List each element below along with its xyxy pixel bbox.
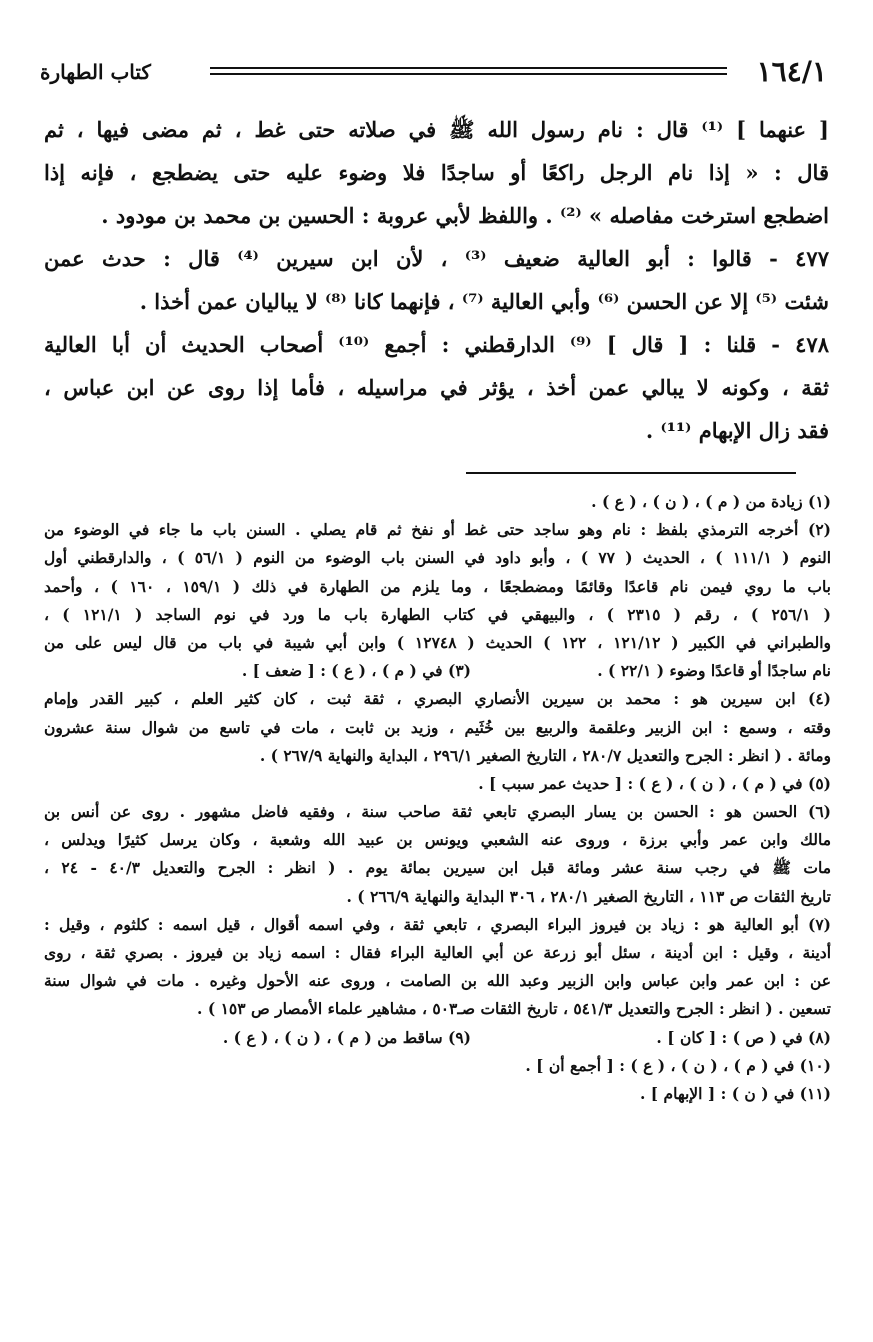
- text-line: [ عنهما ] ⁽¹⁾ قال : نام رسول الله ﷺ في صلاته حتى غط ، ثم مضى فيها ، ثم: [44, 117, 829, 142]
- footnote-line: (٤) ابن سيرين هو : محمد بن سيرين الأنصاري البصري ، ثقة ثبت ، كان كثير العلم ، كبير القدر وإمام: [44, 689, 831, 709]
- footnote-line: مات ﷺ في رجب سنة عشر ومائة قبل ابن سيرين بمائة يوم . ( انظر : الجرح والتعديل ٤٠/٣ - ٢٤ ،: [44, 858, 831, 878]
- text-line: ٤٧٨ - قلنا : [ قال ] ⁽⁹⁾ الدارقطني : أجمع ⁽¹⁰⁾ أصحاب الحديث أن أبا العالية: [44, 332, 829, 357]
- footnote-fragment: نام ساجدًا أو قاعدًا وضوء ( ٢٢/١ ) .: [597, 661, 831, 681]
- footnote-line: تسعين . ( انظر : الجرح والتعديل ٥٤١/٣ ، تاريخ الثقات صـ٥٠٣ ، مشاهير علماء الأمصار ص ١٥٣ ) .: [197, 999, 831, 1019]
- footnote-line: باب ما روي فيمن نام قاعدًا وقائمًا ومضطجعًا ، وما يلزم من الطهارة في ذلك ( ١٥٩/١ ، ١٦٠ ) ، وأحمد: [44, 576, 831, 596]
- footnote-line-pair: [44, 1024, 831, 1052]
- footnotes: [44, 488, 831, 1108]
- footnote-line-pair: [44, 657, 831, 685]
- footnote-line: مالك وابن عمر وأبي برزة ، وروى عنه الشعبي ويونس بن عبيد الله وشعبة ، وكان يرسل كثيرًا ويدلس ،: [44, 830, 831, 850]
- footnote-line: (١٠) في ( م ) ، ( ن ) ، ( ع ) : [ أجمع أن ] .: [525, 1055, 831, 1075]
- text-line: ٤٧٧ - قالوا : أبو العالية ضعيف ⁽³⁾ ، لأن ابن سيرين ⁽⁴⁾ قال : حدث عمن: [44, 246, 829, 271]
- header-rule: [210, 67, 727, 69]
- footnote-fragment: (٨) في ( ص ) : [ كان ] .: [656, 1027, 831, 1047]
- footnote-line: (٦) الحسن هو : الحسن بن يسار البصري تابعي ثقة صاحب سنة ، وفقيه فاضل مشهور . روى عن أنس بن: [44, 802, 831, 822]
- footnote-line: (١١) في ( ن ) : [ الإبهام ] .: [640, 1083, 831, 1103]
- footnote-line: ومائة . ( انظر : الجرح والتعديل ٢٨٠/٧ ، التاريخ الصغير ٢٩٦/١ ، البداية والنهاية ٢٦٧/٩ ) .: [259, 745, 831, 765]
- main-text: [44, 108, 829, 452]
- footnote-fragment: (٣) في ( م ) ، ( ع ) : [ ضعف ] .: [241, 661, 471, 681]
- footnote-line: (٧) أبو العالية هو : زياد بن فيروز البراء البصري ، تابعي ثقة ، وفي اسمه أقوال ، قيل اسمه : كلثوم ، وقيل :: [44, 914, 831, 934]
- book-title: كتاب الطهارة: [40, 60, 151, 84]
- text-line: فقد زال الإبهام ⁽¹¹⁾ .: [645, 418, 829, 443]
- text-line: شئت ⁽⁵⁾ إلا عن الحسن ⁽⁶⁾ وأبي العالية ⁽⁷⁾ ، فإنهما كانا ⁽⁸⁾ لا يباليان عمن أخذا .: [139, 289, 829, 314]
- footnote-fragment: (٩) ساقط من ( م ) ، ( ن ) ، ( ع ) .: [222, 1027, 471, 1047]
- page-header: [40, 54, 827, 90]
- footnote-line: ( ٢٥٦/١ ) ، رقم ( ٢٣١٥ ) ، والبيهقي في كتاب الطهارة باب ما ورد في نوم الساجد ( ١٢١/١ ) ،: [44, 604, 831, 624]
- page-number: ١٦٤/١: [756, 55, 827, 88]
- footnote-line: والطبراني في الكبير ( ١٢١/١٢ ، ١٢٢ ) الحديث ( ١٢٧٤٨ ) وابن أبي شيبة في باب من قال ليس على من: [44, 632, 831, 652]
- text-line: قال : « إذا نام الرجل راكعًا أو ساجدًا فلا وضوء عليه حتى يضطجع ، فإنه إذا: [44, 160, 829, 185]
- footnote-separator: [466, 472, 796, 474]
- footnote-line: النوم ( ١١١/١ ) ، الحديث ( ٧٧ ) ، وأبو داود في السنن باب الوضوء من النوم ( ٥٦/١ ) ، والدارقطني أول: [44, 548, 831, 568]
- footnote-line: (١) زيادة من ( م ) ، ( ن ) ، ( ع ) .: [591, 492, 831, 511]
- footnote-line: وقته ، وسمع : ابن الزبير وعلقمة والربيع بين خُثَيم ، وزيد بن ثابت ، مات في تاسع من شوال سنة عشرون: [44, 717, 831, 737]
- header-rule-2: [210, 73, 727, 75]
- footnote-line: عن : ابن عمر وابن عباس وابن الزبير وعبد الله بن الصامت ، وروى عنه الأحول وغيره . مات في شوال سنة: [44, 971, 831, 991]
- footnote-line: (٥) في ( م ) ، ( ن ) ، ( ع ) : [ حديث عمر سبب ] .: [478, 773, 831, 793]
- text-line: اضطجع استرخت مفاصله » ⁽²⁾ . واللفظ لأبي عروبة : الحسين بن محمد بن مودود .: [101, 203, 829, 228]
- footnote-line: أدينة ، وقيل : ابن أدينة ، سئل أبو زرعة عن أبي العالية البراء فقال : اسمه زياد بن فيروز . بصري ثقة ، روى: [44, 943, 831, 962]
- footnote-line: تاريخ الثقات ص ١١٣ ، التاريخ الصغير ٢٨٠/١ ، ٣٠٦ البداية والنهاية ٢٦٦/٩ ) .: [346, 886, 831, 906]
- text-line: ثقة ، وكونه لا يبالي عمن أخذ ، يؤثر في مراسيله ، فأما إذا روى عن ابن عباس ،: [44, 375, 829, 400]
- footnote-line: (٢) أخرجه الترمذي بلفظ : نام وهو ساجد حتى غط أو نفخ ثم قام يصلي . السنن باب ما جاء في الوضوء من: [44, 520, 831, 540]
